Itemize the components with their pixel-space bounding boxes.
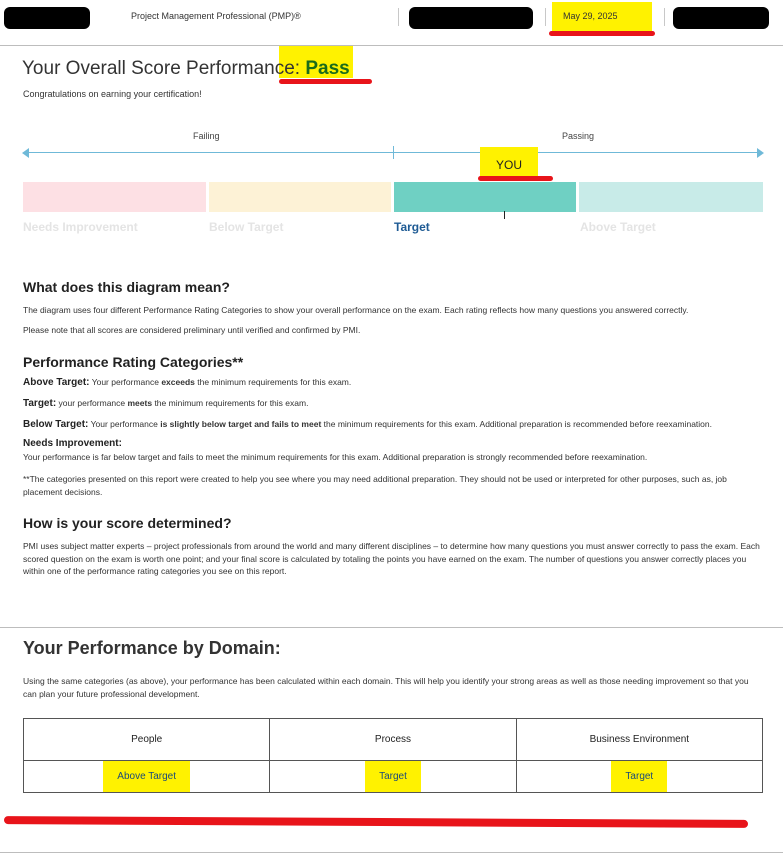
result-underline-mark bbox=[279, 79, 372, 84]
you-underline-mark bbox=[478, 176, 553, 181]
domain-business-environment-header: Business Environment bbox=[516, 719, 762, 761]
band-label-target: Target bbox=[394, 220, 430, 234]
category-label: Above Target: bbox=[23, 377, 90, 388]
category-text: Your performance bbox=[89, 377, 162, 387]
category-emphasis: exceeds bbox=[161, 377, 195, 387]
overall-result: Pass bbox=[305, 58, 350, 79]
bottom-underline-mark bbox=[4, 816, 748, 828]
you-marker: YOU bbox=[480, 147, 538, 180]
band-above-target bbox=[579, 182, 763, 212]
redacted-id bbox=[409, 7, 533, 29]
category-text: the minimum requirements for this exam. bbox=[152, 398, 309, 408]
date-underline-mark bbox=[549, 31, 655, 36]
domain-people-rating: Above Target bbox=[103, 761, 190, 792]
domain-performance-heading: Your Performance by Domain: bbox=[23, 638, 281, 658]
category-label: Below Target: bbox=[23, 419, 89, 430]
header-divider bbox=[664, 8, 665, 26]
categories-heading: Performance Rating Categories** bbox=[23, 354, 244, 370]
band-label-below-target: Below Target bbox=[209, 220, 284, 234]
category-needs-improvement-text: Your performance is far below target and fails to meet the minimum requirements for this exam. Additional preparation is strongly recommended before reexamination. bbox=[23, 452, 648, 462]
band-below-target bbox=[209, 182, 391, 212]
header-divider bbox=[545, 8, 546, 26]
congrats-message: Congratulations on earning your certification! bbox=[23, 89, 202, 99]
diagram-meaning-heading: What does this diagram mean? bbox=[23, 279, 230, 295]
categories-footnote: **The categories presented on this report were created to help you see where you may need additional preparation. They should not be used or interpreted for other purposes, such as, job placement decisions. bbox=[23, 474, 727, 497]
axis-left-arrow bbox=[22, 148, 29, 158]
axis-right-arrow bbox=[757, 148, 764, 158]
domain-business-environment-rating: Target bbox=[611, 761, 667, 792]
exam-date: May 29, 2025 bbox=[563, 11, 618, 21]
page-bottom-divider bbox=[0, 852, 783, 853]
category-text: the minimum requirements for this exam. Additional preparation is recommended before reexamination. bbox=[321, 419, 712, 429]
domain-people-cell bbox=[24, 761, 270, 793]
category-text: the minimum requirements for this exam. bbox=[194, 377, 352, 387]
category-needs-improvement-label: Needs Improvement: bbox=[23, 438, 122, 449]
domain-table bbox=[23, 718, 763, 793]
passing-label: Passing bbox=[562, 131, 595, 141]
score-determined-text: PMI uses subject matter experts – project professionals from around the world and many different disciplines – to determine how many questions you must answer correctly to pass the exam. Each scored question on the exam is worth one point; and your final score is calculated by totaling the points you have earned on the exam. The number of questions you answer correctly places you within one of the performance rating categories you see on this report. bbox=[23, 541, 760, 576]
category-emphasis: meets bbox=[127, 398, 153, 408]
category-below-target bbox=[23, 419, 712, 430]
domain-rating-row bbox=[24, 761, 763, 793]
score-determined-heading: How is your score determined? bbox=[23, 515, 232, 531]
redacted-name bbox=[4, 7, 90, 29]
band-needs-improvement bbox=[23, 182, 206, 212]
score-position-marker bbox=[504, 211, 505, 219]
redacted-score-id bbox=[673, 7, 769, 29]
band-label-needs-improvement: Needs Improvement bbox=[23, 220, 138, 234]
band-label-above-target: Above Target bbox=[580, 220, 656, 234]
category-label: Target: bbox=[23, 398, 57, 409]
domain-process-header: Process bbox=[270, 719, 516, 761]
domain-header-row bbox=[24, 719, 763, 761]
overall-score-title-text: Your Overall Score Performance: bbox=[22, 58, 306, 79]
category-above-target bbox=[23, 377, 351, 388]
domain-performance-intro: Using the same categories (as above), your performance has been calculated within each domain. This will help you identify your strong areas as well as those needing improvement so that you can plan your future professional development. bbox=[23, 676, 749, 699]
domain-business-environment-cell bbox=[516, 761, 762, 793]
report-header bbox=[0, 0, 783, 46]
domain-process-cell bbox=[270, 761, 516, 793]
preliminary-note: Please note that all scores are considered preliminary until verified and confirmed by PMI. bbox=[23, 325, 361, 335]
domain-people-header: People bbox=[24, 719, 270, 761]
band-target bbox=[394, 182, 576, 212]
failing-label: Failing bbox=[193, 131, 220, 141]
category-text: your performance bbox=[56, 398, 128, 408]
pass-threshold-tick bbox=[393, 146, 394, 159]
category-text: Your performance bbox=[88, 419, 161, 429]
category-target bbox=[23, 398, 308, 409]
category-emphasis: is slightly below target and fails to meet bbox=[160, 419, 322, 429]
domain-process-rating: Target bbox=[365, 761, 421, 792]
overall-score-title bbox=[22, 58, 350, 80]
header-divider bbox=[398, 8, 399, 26]
exam-name: Project Management Professional (PMP)® bbox=[131, 11, 301, 21]
section-divider bbox=[0, 627, 783, 628]
diagram-meaning-text: The diagram uses four different Performance Rating Categories to show your overall performance on the exam. Each rating reflects how many questions you answered correctly. bbox=[23, 305, 689, 315]
